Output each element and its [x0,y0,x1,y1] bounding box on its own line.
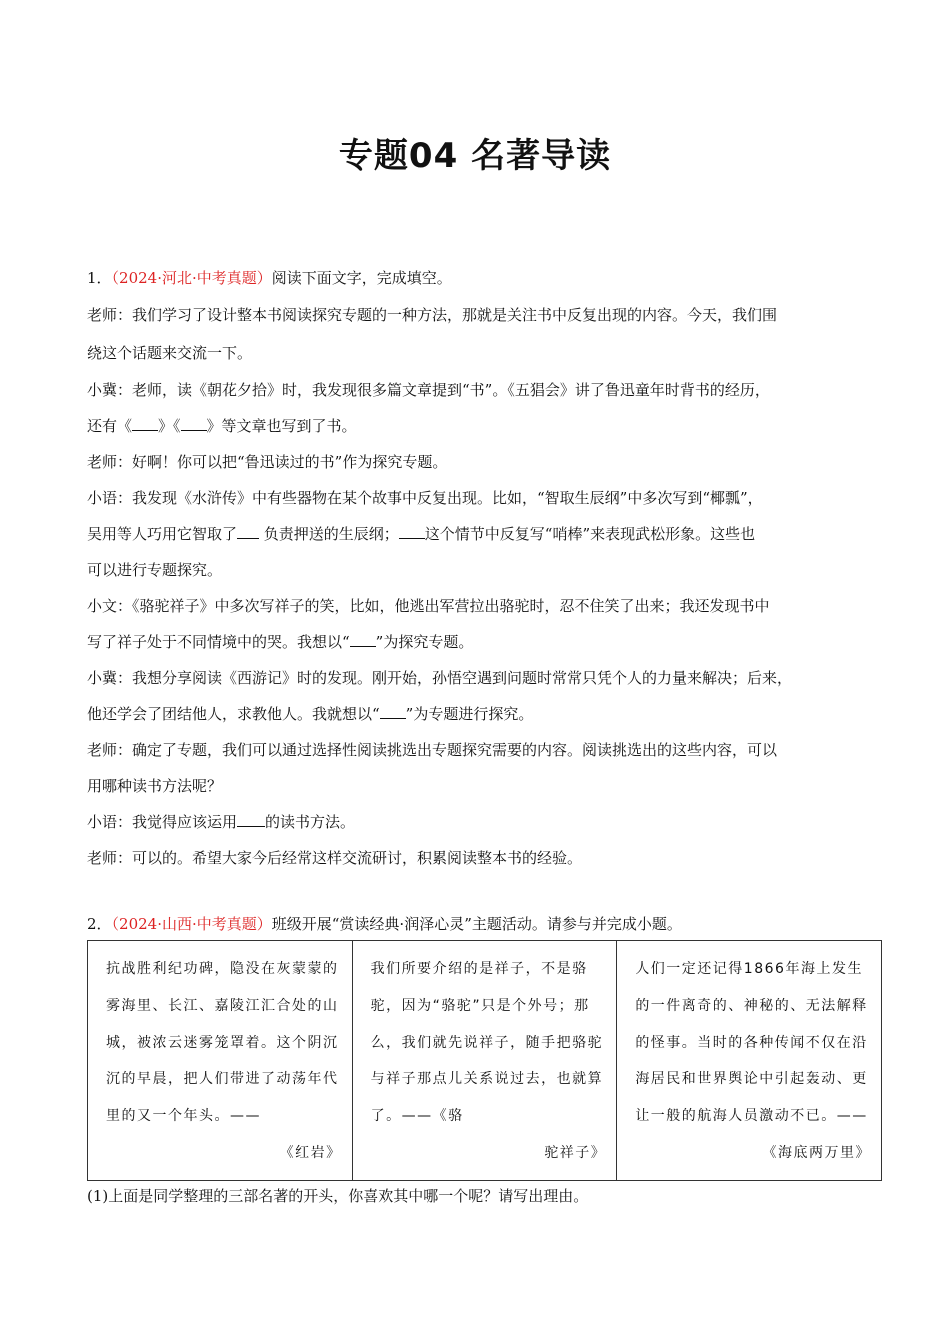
excerpt-book: 《红岩》 [279,1144,342,1161]
excerpt-table [87,940,882,1181]
q1-instruction: 阅读下面文字，完成填空。 [271,269,452,287]
q1-line: 小文：《骆驼祥子》中多次写祥子的笑，比如，他逃出军营拉出骆驼时，忍不住笑了出来；我还发现书中 [87,597,770,615]
q2-number: 2． [87,915,112,933]
q1-line: 还有《 》《 》等文章也写到了书。 [87,417,357,435]
q2-source: （2024·山西·中考真题） [111,915,272,933]
q1-line: 小语：我觉得应该运用 的读书方法。 [87,813,356,831]
excerpt-book: 驼祥子》 [544,1144,607,1161]
q1-line: 吴用等人巧用它智取了 负责押送的生辰纲； 这个情节中反复写“哨棒”来表现武松形象。这些也 [87,525,756,543]
blank-line [399,524,425,539]
excerpt-cell [617,941,882,1181]
excerpt-book: 《海底两万里》 [762,1144,871,1161]
q1-line: 小冀：老师，读《朝花夕拾》时，我发现很多篇文章提到“书”。《五猖会》讲了鲁迅童年时背书的经历， [87,381,770,399]
blank-line [237,524,259,539]
excerpt-cell [88,941,353,1181]
q1-line: 老师：我们学习了设计整本书阅读探究专题的一种方法，那就是关注书中反复出现的内容。今天，我们围 [87,306,778,324]
q2-instruction: 班级开展“赏读经典·润泽心灵”主题活动。请参与并完成小题。 [271,915,682,933]
q1-line: 老师：可以的。希望大家今后经常这样交流研讨，积累阅读整本书的经验。 [87,849,583,867]
excerpt-text: 我们所要介绍的是祥子，不是骆驼，因为“骆驼”只是个外号；那么，我们就先说祥子，随手把骆驼与祥子那点儿关系说过去，也就算了。——《骆 [370,961,604,1125]
q1-line: 绕这个话题来交流一下。 [87,344,253,362]
q1-line: 用哪种读书方法呢？ [87,777,223,795]
q2-header [87,914,682,934]
excerpt-text: 抗战胜利纪功碑，隐没在灰蒙蒙的雾海里、长江、嘉陵江汇合处的山城，被浓云迷雾笼罩着。这个阴沉沉的早晨，把人们带进了动荡年代里的又一个年头。—— [106,961,339,1125]
q1-number: 1． [87,269,112,287]
q1-line: 可以进行专题探究。 [87,561,223,579]
q1-line: 老师：确定了专题，我们可以通过选择性阅读挑选出专题探究需要的内容。阅读挑选出的这些内容，可以 [87,741,778,759]
q1-header [87,268,452,288]
q1-line: 小语：我发现《水浒传》中有些器物在某个故事中反复出现。比如，“智取生辰纲”中多次写到“椰瓢”， [87,489,763,507]
q1-line: 老师：好啊！你可以把“鲁迅读过的书”作为探究专题。 [87,453,448,471]
blank-line [181,416,207,431]
excerpt-text: 人们一定还记得1866年海上发生的一件离奇的、神秘的、无法解释的怪事。当时的各种传闻不仅在沿海居民和世界舆论中引起轰动、更让一般的航海人员激动不已。—— [635,961,868,1125]
q2-subquestion: (1)上面是同学整理的三部名著的开头，你喜欢其中哪一个呢？请写出理由。 [87,1187,589,1205]
q1-line: 小冀：我想分享阅读《西游记》时的发现。刚开始，孙悟空遇到问题时常常只凭个人的力量来解决；后来， [87,669,793,687]
blank-line [132,416,158,431]
q1-line: 写了祥子处于不同情境中的哭。我想以“ ”为探究专题。 [87,633,474,651]
blank-line [237,812,265,827]
q1-line: 他还学会了团结他人，求教他人。我就想以“ ”为专题进行探究。 [87,705,534,723]
blank-line [350,632,376,647]
blank-line [380,704,406,719]
q1-source: （2024·河北·中考真题） [111,269,272,287]
excerpt-cell [352,941,617,1181]
page-title: 专题04 名著导读 [338,136,612,176]
